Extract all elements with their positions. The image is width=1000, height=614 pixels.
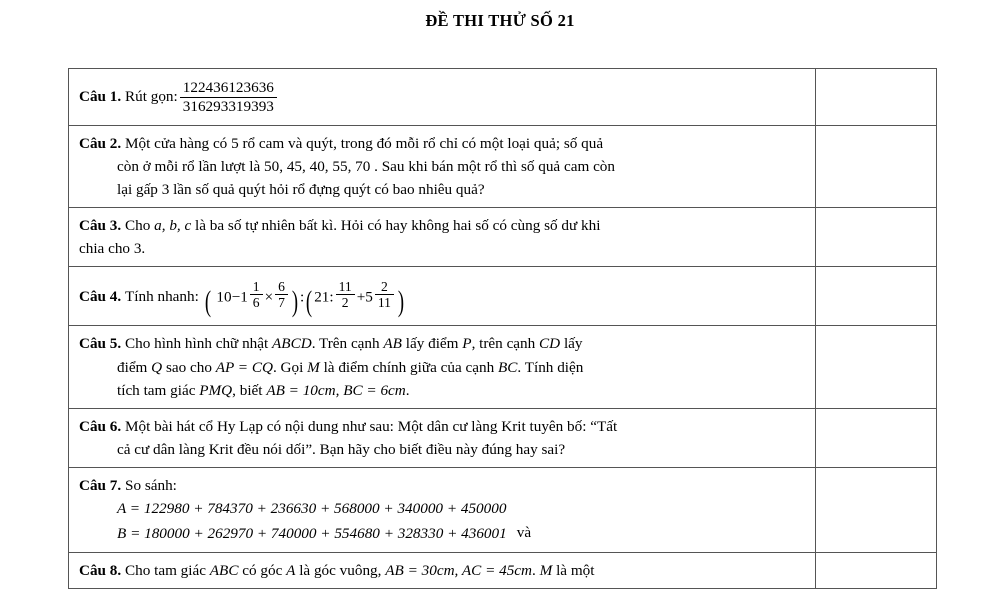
question-text-8-a: Cho tam giác — [125, 562, 206, 580]
math-abc: ABC — [209, 562, 239, 580]
question-text-3-c: chia cho — [79, 240, 131, 258]
question-label-4: Câu 4. — [79, 287, 122, 305]
fraction-numerator: 1 — [250, 279, 263, 295]
math-bc: BC — [497, 358, 518, 376]
question-text-5-e: lấy — [563, 335, 583, 353]
question-cell-7 — [69, 467, 816, 552]
table-row — [69, 267, 937, 326]
expr-minus: − — [231, 288, 241, 306]
question-label-1: Câu 1. — [79, 88, 122, 106]
question-label-2: Câu 2. — [79, 135, 122, 152]
fraction-numerator: 2 — [375, 279, 394, 295]
question-cell-6 — [69, 408, 816, 467]
paren-open-1: ( — [204, 285, 211, 319]
fraction-numerator: 122436123636 — [180, 79, 277, 97]
question-text-8-b: có góc — [242, 562, 283, 580]
expr-times: × — [264, 288, 274, 306]
question-cell-8 — [69, 553, 816, 589]
answer-cell-1[interactable] — [816, 69, 937, 126]
question-cell-2 — [69, 126, 816, 208]
question-prompt-4: Tính nhanh: — [125, 287, 199, 305]
answer-cell-8[interactable] — [816, 553, 937, 589]
fraction-4c — [336, 279, 355, 310]
question-text-5-h: . Gọi — [272, 358, 304, 376]
question-text-8-e: là một — [556, 562, 595, 580]
answer-cell-7[interactable] — [816, 467, 937, 552]
math-cd: CD — [539, 335, 561, 353]
question-text-6-line1: Một bài hát cổ Hy Lạp có nội dung như sau: Một dân cư làng Krit tuyên bố: “Tất — [125, 417, 618, 435]
question-text-5-b: . Trên cạnh — [311, 335, 380, 353]
table-row — [69, 408, 937, 467]
expr-term-d: 5 — [365, 288, 373, 306]
question-text-8-d: . — [532, 562, 536, 580]
table-row — [69, 208, 937, 267]
math-pmq: PMQ — [199, 381, 233, 399]
question-text-5-m: . — [405, 381, 410, 399]
exam-questions-table — [68, 68, 937, 589]
paren-open-2: ( — [306, 285, 313, 319]
table-row — [69, 126, 937, 208]
math-expression-4 — [203, 278, 406, 319]
answer-cell-3[interactable] — [816, 208, 937, 267]
math-ap-cq: AP = CQ — [215, 358, 273, 376]
question-text-5-f: điểm — [117, 358, 148, 376]
question-text-3-d: . — [141, 240, 146, 258]
conjunction-va: và — [516, 524, 532, 542]
question-label-6: Câu 6. — [79, 417, 122, 435]
question-text-3-a: Cho — [125, 217, 151, 235]
math-q: Q — [151, 358, 163, 376]
question-text-5-d: , trên cạnh — [471, 335, 536, 353]
fraction-denominator: 316293319393 — [182, 97, 274, 115]
expr-term-a: 10 — [216, 288, 232, 306]
question-label-8: Câu 8. — [79, 562, 122, 580]
paren-close-2: ) — [397, 285, 405, 319]
question-cell-3 — [69, 208, 816, 267]
expr-plus: + — [356, 288, 366, 306]
fraction-denominator: 2 — [341, 295, 349, 311]
answer-cell-4[interactable] — [816, 267, 937, 326]
question-text-5-c: lấy điểm — [405, 335, 459, 353]
answer-cell-2[interactable] — [816, 126, 937, 208]
expr-term-b: 1 — [240, 288, 248, 306]
question-text-8-c: là góc vuông, — [299, 562, 382, 580]
question-cell-4 — [69, 267, 816, 326]
math-a: A — [286, 562, 296, 580]
math-m-point: M — [539, 562, 553, 580]
table-row — [69, 467, 937, 552]
paren-close-1: ) — [291, 285, 299, 319]
expr-divide: : — [299, 288, 305, 306]
table-row — [69, 69, 937, 126]
question-text-2-line3: lại gấp 3 lần số quả quýt hỏi rổ đựng quýt có bao nhiêu quả? — [117, 181, 485, 199]
math-vars-3: a, b, c — [154, 217, 192, 235]
fraction-4d — [375, 279, 394, 310]
question-cell-5 — [69, 326, 816, 408]
expression-a: A = 122980 + 784370 + 236630 + 568000 + 340000 + 450000 — [117, 500, 507, 518]
comparison-block — [79, 497, 806, 546]
question-label-3: Câu 3. — [79, 217, 122, 235]
question-text-3-b: là ba số tự nhiên bất kì. Hỏi có hay không hai số có cùng số dư khi — [195, 217, 601, 235]
math-m: M — [307, 358, 320, 376]
question-label-7: Câu 7. — [79, 476, 122, 494]
math-abcd: ABCD — [272, 335, 312, 353]
fraction-1 — [180, 79, 277, 114]
question-text-5-g: sao cho — [165, 358, 212, 376]
question-prompt-7: So sánh: — [125, 476, 177, 494]
expression-b: B = 180000 + 262970 + 740000 + 554680 + 328330 + 436001 — [117, 524, 507, 542]
expr-term-c: 21 — [314, 288, 330, 306]
math-ab-bc-values: AB = 10cm, BC = 6cm — [266, 381, 406, 399]
math-ab: AB — [383, 335, 402, 353]
fraction-denominator: 6 — [252, 295, 260, 311]
page-title: ĐỀ THI THỬ SỐ 21 — [425, 11, 575, 30]
fraction-4b — [275, 279, 288, 310]
math-p: P — [462, 335, 472, 353]
question-text-2-line1: Một cửa hàng có 5 rổ cam và quýt, trong đó mỗi rổ chỉ có một loại quả; số quả — [125, 135, 604, 152]
question-prompt-1: Rút gọn: — [125, 88, 178, 106]
answer-cell-5[interactable] — [816, 326, 937, 408]
question-text-5-l: , biết — [232, 381, 263, 399]
fraction-denominator: 7 — [278, 295, 285, 311]
expr-colon: : — [329, 288, 334, 306]
question-text-5-k: tích tam giác — [117, 381, 196, 399]
table-row — [69, 553, 937, 589]
fraction-denominator: 11 — [377, 295, 391, 311]
fraction-numerator: 6 — [275, 279, 288, 295]
document-page — [0, 11, 1000, 614]
math-number-3: 3 — [133, 240, 142, 258]
question-text-5-i: là điểm chính giữa của cạnh — [323, 358, 495, 376]
question-text-2-line2: còn ở mỗi rổ lần lượt là 50, 45, 40, 55, 70 . Sau khi bán một rổ thì số quả cam còn — [117, 158, 615, 176]
question-text-6-line2: cả cư dân làng Krit đều nói dối”. Bạn hãy cho biết điều này đúng hay sai? — [117, 440, 566, 458]
question-cell-1 — [69, 69, 816, 126]
fraction-4a — [250, 279, 263, 310]
question-text-5-j: . Tính diện — [517, 358, 584, 376]
question-text-5-a: Cho hình hình chữ nhật — [125, 335, 269, 353]
table-row — [69, 326, 937, 408]
answer-cell-6[interactable] — [816, 408, 937, 467]
question-label-5: Câu 5. — [79, 335, 122, 353]
fraction-numerator: 11 — [336, 279, 355, 295]
math-ab-ac-values: AB = 30cm, AC = 45cm — [385, 562, 533, 580]
